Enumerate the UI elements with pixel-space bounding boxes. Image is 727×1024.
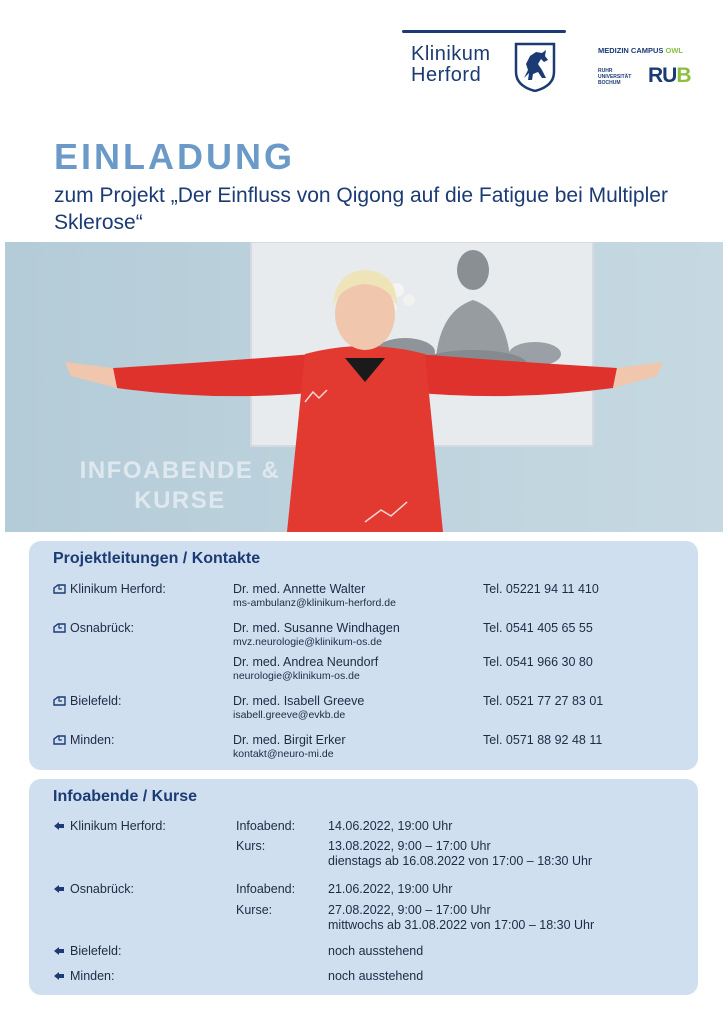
overlay-line1: INFOABENDE & bbox=[79, 457, 281, 484]
event-date: 13.08.2022, 9:00 – 17:00 Uhr bbox=[328, 839, 491, 853]
campus-title bbox=[598, 46, 683, 55]
contact-location bbox=[53, 621, 134, 635]
contact-email[interactable]: ms-ambulanz@klinikum-herford.de bbox=[233, 597, 396, 609]
contact-email[interactable]: neurologie@klinikum-os.de bbox=[233, 670, 360, 682]
arrow-icon bbox=[53, 820, 66, 831]
page-title: EINLADUNG bbox=[54, 136, 295, 177]
horse-crest-icon bbox=[514, 42, 556, 92]
contact-phone: Tel. 0541 405 65 55 bbox=[483, 621, 593, 635]
page-subtitle: zum Projekt „Der Einfluss von Qigong auf die Fatigue bei Multipler Sklerose“ bbox=[54, 184, 668, 234]
contact-phone: Tel. 0541 966 30 80 bbox=[483, 655, 593, 669]
contact-phone: Tel. 05221 94 11 410 bbox=[483, 582, 599, 596]
arrow-icon bbox=[53, 945, 66, 956]
overlay-line2: KURSE bbox=[134, 487, 226, 514]
qigong-photo bbox=[5, 242, 723, 532]
contact-email[interactable]: mvz.neurologie@klinikum-os.de bbox=[233, 636, 382, 648]
contacts-box bbox=[29, 541, 698, 770]
contact-phone: Tel. 0521 77 27 83 01 bbox=[483, 694, 604, 708]
rub-ru-text: RU bbox=[648, 64, 677, 87]
contact-doctor: Dr. med. Susanne Windhagen bbox=[233, 621, 400, 635]
contact-doctor: Dr. med. Andrea Neundorf bbox=[233, 655, 379, 669]
event-schedule: dienstags ab 16.08.2022 von 17:00 – 18:30 Uhr bbox=[328, 854, 593, 868]
event-location bbox=[53, 882, 134, 896]
event-date: 27.08.2022, 9:00 – 17:00 Uhr bbox=[328, 903, 491, 917]
contact-location bbox=[53, 733, 114, 747]
event-label: Infoabend: bbox=[236, 819, 296, 833]
rub-small-text: RUHR UNIVERSITÄT BOCHUM bbox=[598, 68, 632, 86]
event-location-label: Klinikum Herford: bbox=[70, 819, 166, 833]
events-heading: Infoabende / Kurse bbox=[53, 788, 198, 805]
contact-location bbox=[53, 694, 121, 708]
mailbox-icon bbox=[53, 622, 66, 633]
campus-title-text: MEDIZIN CAMPUS bbox=[598, 46, 664, 55]
photo-overlay-text bbox=[65, 456, 295, 516]
contact-doctor: Dr. med. Birgit Erker bbox=[233, 733, 346, 747]
contact-location-label: Bielefeld: bbox=[70, 694, 122, 708]
contact-location bbox=[53, 582, 166, 596]
event-date: 14.06.2022, 19:00 Uhr bbox=[328, 819, 453, 833]
event-location-label: Bielefeld: bbox=[70, 944, 122, 958]
event-schedule: mittwochs ab 31.08.2022 von 17:00 – 18:30 Uhr bbox=[328, 918, 595, 932]
event-location bbox=[53, 819, 166, 833]
klinikum-logo-text bbox=[411, 44, 491, 86]
logo-bar bbox=[402, 30, 566, 33]
rub-b-text: B bbox=[676, 64, 691, 87]
contact-phone: Tel. 0571 88 92 48 11 bbox=[483, 733, 603, 747]
event-date: noch ausstehend bbox=[328, 944, 424, 958]
klinikum-herford-logo bbox=[402, 30, 570, 96]
contacts-heading: Projektleitungen / Kontakte bbox=[53, 550, 261, 567]
contact-doctor: Dr. med. Annette Walter bbox=[233, 582, 366, 596]
mailbox-icon bbox=[53, 695, 66, 706]
klinikum-logo-line1: Klinikum bbox=[411, 43, 491, 65]
event-location bbox=[53, 944, 121, 958]
event-date: 21.06.2022, 19:00 Uhr bbox=[328, 882, 453, 896]
rub-logo bbox=[648, 64, 691, 88]
arrow-icon bbox=[53, 970, 66, 981]
event-label: Kurse: bbox=[236, 903, 273, 917]
event-label: Kurs: bbox=[236, 839, 266, 853]
event-date: noch ausstehend bbox=[328, 969, 424, 983]
events-box bbox=[29, 779, 698, 995]
arrow-icon bbox=[53, 883, 66, 894]
event-label: Infoabend: bbox=[236, 882, 296, 896]
medizin-campus-owl-logo bbox=[598, 46, 708, 96]
contact-email[interactable]: isabell.greeve@evkb.de bbox=[233, 709, 346, 721]
mailbox-icon bbox=[53, 734, 66, 745]
contact-location-label: Klinikum Herford: bbox=[70, 582, 166, 596]
event-location-label: Osnabrück: bbox=[70, 882, 134, 896]
contact-location-label: Osnabrück: bbox=[70, 621, 134, 635]
campus-owl-text: OWL bbox=[665, 46, 684, 55]
event-location bbox=[53, 969, 114, 983]
contact-location-label: Minden: bbox=[70, 733, 115, 747]
contact-doctor: Dr. med. Isabell Greeve bbox=[233, 694, 365, 708]
event-location-label: Minden: bbox=[70, 969, 115, 983]
contact-email[interactable]: kontakt@neuro-mi.de bbox=[233, 748, 334, 760]
klinikum-logo-line2: Herford bbox=[411, 64, 482, 86]
mailbox-icon bbox=[53, 583, 66, 594]
